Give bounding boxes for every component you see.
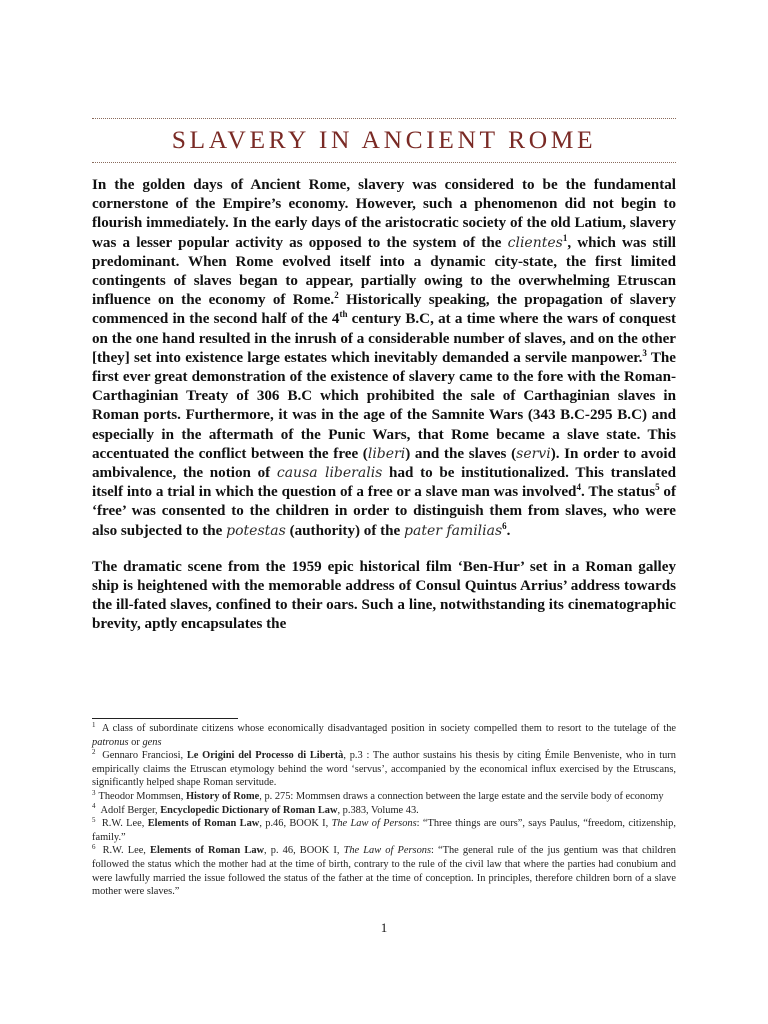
p2-text: The dramatic scene from the 1959 epic historical film ‘Ben-Hur’ set in a Roman galley ship is heightened with the memorable address of Consul Quintus Arrius’ address towards the ill-fated slaves, confined to their oars. Such a line, notwithstanding its cinematographic brevity, aptly encapsulates the xyxy=(92,558,676,633)
p1-text-8: had to be institutionalized. This translated itself into a trial in which the question of a free or a slave man was involved xyxy=(92,465,676,501)
title-bottom-rule xyxy=(92,162,676,163)
footnote-4 xyxy=(92,804,676,818)
p1-text-1: In the golden days of Ancient Rome, slavery was considered to be the fundamental cornerstone of the Empire’s economy. However, such a phenomenon did not begin to flourish immediately. In the early days of the aristocratic society of the old Latium, slavery was a lesser popular activity as opposed to the system of the xyxy=(92,177,676,251)
footnote-work-title: Encyclopedic Dictionary of Roman Law xyxy=(160,804,338,816)
footnote-author: Gennaro Franciosi, xyxy=(98,750,187,762)
footnote-text: , p.3 : The author sustains his thesis by citing Émile Benveniste, who in turn empirically claims the Etruscan etymology behind the word ‘servus’, accompanied by the economical influx exercised by the Etruscans, significantly helped shape Roman servitude. xyxy=(92,750,676,789)
footnote-work-title: Elements of Roman Law xyxy=(150,845,265,857)
footnote-text: , p. 46, BOOK I, xyxy=(264,845,344,857)
footnote-section: The Law of Persons xyxy=(343,845,432,857)
ordinal-suffix: th xyxy=(339,309,348,320)
p1-text-5: The first ever great demonstration of the existence of slavery came to the fore with the Roman-Carthaginian Treaty of 306 B.C which prohibited the sale of Carthaginian slaves in Roman ports. Furthermore, it was in the age of the Samnite Wars (343 B.C-295 B.C) and especially in the aftermath of the Punic Wars, that Rome became a slave state. This accentuated the conflict between the free ( xyxy=(92,349,677,462)
p1-term-servi: servi xyxy=(516,445,551,462)
footnote-1 xyxy=(92,722,676,749)
p1-term-clientes: clientes xyxy=(507,234,563,251)
page-number: 1 xyxy=(380,920,388,935)
p1-text-2: , which was still predominant. When Rome evolved itself into a dynamic city-state, the first limited contingents of slaves began to appear, partially owing to the overwhelming Etruscan influence on the economy of Rome. xyxy=(92,234,676,309)
footnote-mark: 1 xyxy=(92,720,96,729)
footnote-term: patronus xyxy=(92,736,129,748)
title-top-rule xyxy=(92,118,676,119)
footnote-text: : “The general rule of the jus gentium was that children followed the status which the mother had at the time of birth, contrary to the rule of the civil law that where the parties had conubium and were lawfully married the issue followed the status of the father at the time of conception. In principles, therefore children born of a slave mother were slaves.” xyxy=(92,845,676,898)
footnote-section: The Law of Persons xyxy=(331,818,417,830)
p1-text-6: ) and the slaves ( xyxy=(405,445,517,462)
footnote-ref-2[interactable]: 2 xyxy=(334,290,339,301)
page-title: SLAVERY IN ANCIENT ROME xyxy=(171,125,597,154)
footnote-text: , p. 275: Mommsen draws a connection between the large estate and the servile body of economy xyxy=(259,790,664,802)
paragraph-1 xyxy=(92,176,676,541)
footnote-text: or xyxy=(128,736,143,748)
p1-text-10: of ‘free’ was consented to the children in order to distinguish them from slaves, who were also subjected to the xyxy=(92,484,676,539)
footnote-3 xyxy=(92,790,676,804)
footnote-author: Adolf Berger, xyxy=(98,804,161,816)
footnote-work-title: Le Origini del Processo di Libertà xyxy=(186,750,344,762)
footnote-author: R.W. Lee, xyxy=(98,845,151,857)
body-text xyxy=(92,176,676,652)
footnote-mark: 6 xyxy=(92,842,96,851)
footnote-mark: 2 xyxy=(92,747,96,756)
footnote-ref-3[interactable]: 3 xyxy=(642,347,647,358)
footnote-6 xyxy=(92,844,676,898)
p1-term-liberi: liberi xyxy=(367,445,406,462)
footnote-text: , p.46, BOOK I, xyxy=(259,818,332,830)
footnote-separator xyxy=(92,718,238,719)
footnote-ref-5[interactable]: 5 xyxy=(655,482,660,493)
footnotes xyxy=(92,722,676,899)
footnote-author: R.W. Lee, xyxy=(98,818,148,830)
p1-text-3: Historically speaking, the propagation of slavery commenced in the second half of the 4 xyxy=(92,292,677,328)
footnote-2 xyxy=(92,749,676,790)
footnote-text: , p.383, Volume 43. xyxy=(337,804,419,816)
footnote-mark: 5 xyxy=(92,815,96,824)
p1-text-11: (authority) of the xyxy=(285,522,405,539)
paragraph-2 xyxy=(92,558,676,635)
p1-text-4: century B.C, at a time where the wars of conquest on the one hand resulted in the inrush of a considerable number of slaves, and on the other [they] set into existence large estates which inevitably demanded a servile manpower. xyxy=(92,311,676,366)
p1-term-potestas: potestas xyxy=(226,522,286,539)
footnote-ref-4[interactable]: 4 xyxy=(576,482,581,493)
footnote-5 xyxy=(92,817,676,844)
footnote-mark: 3 xyxy=(92,788,96,797)
footnote-term: gens xyxy=(142,736,162,748)
p1-term-causa-liberalis: causa liberalis xyxy=(276,465,383,482)
footnote-work-title: History of Rome xyxy=(185,790,260,802)
footnote-text: : “Three things are ours”, says Paulus, “freedom, citizenship, family.” xyxy=(92,818,676,843)
p1-text-7: ). In order to avoid ambivalence, the notion of xyxy=(92,445,677,482)
p1-text-12: . xyxy=(506,522,511,539)
footnote-mark: 4 xyxy=(92,802,96,811)
footnote-work-title: Elements of Roman Law xyxy=(147,818,260,830)
p1-text-9: . The status xyxy=(580,484,656,501)
footnote-ref-6[interactable]: 6 xyxy=(502,520,507,531)
p1-term-pater-familias: pater familias xyxy=(404,522,503,539)
footnote-ref-1[interactable]: 1 xyxy=(562,232,568,243)
footnote-text: A class of subordinate citizens whose economically disadvantaged position in society compelled them to resort to the tutelage of the xyxy=(98,723,676,734)
footnote-author: Theodor Mommsen, xyxy=(98,790,186,802)
